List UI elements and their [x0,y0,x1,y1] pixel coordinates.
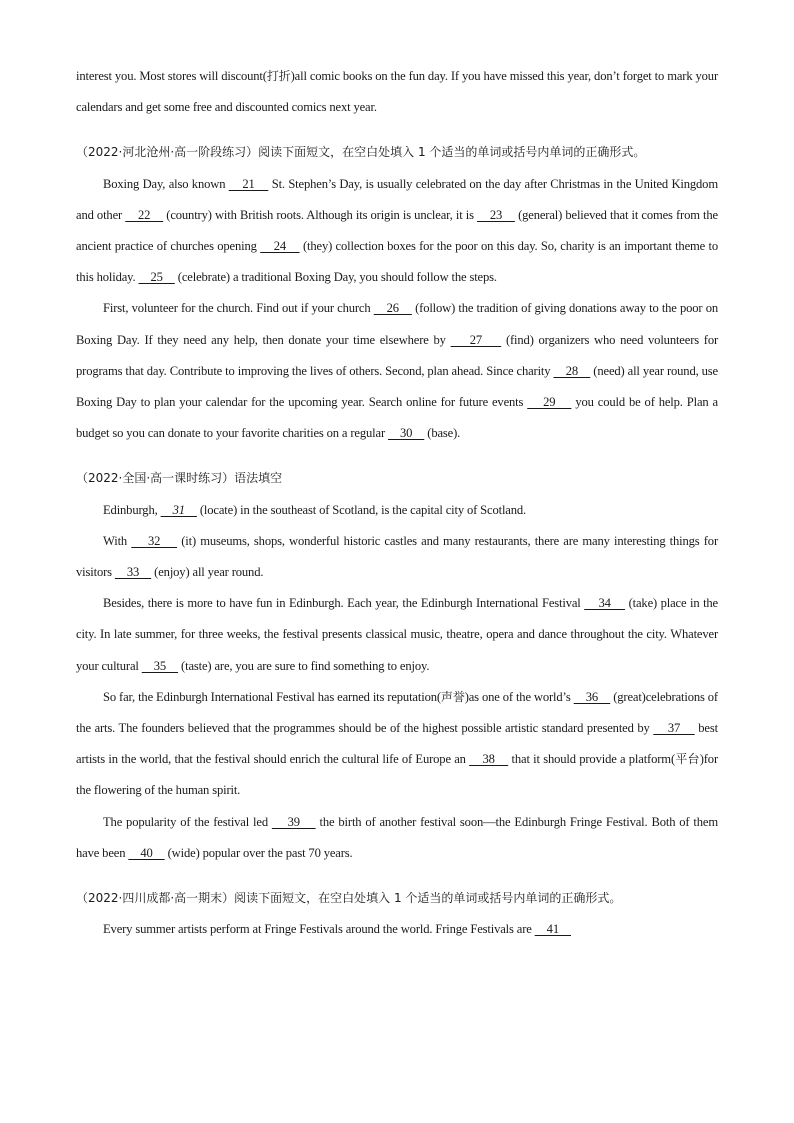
answer-blank: 26 [373,301,412,316]
answer-blank: 24 [260,239,300,254]
text-run: you could be of help. Plan a budget so you can donate to your favorite charities on a regular [76,395,718,441]
passage-paragraph [76,588,718,682]
answer-blank: 22 [125,207,164,222]
text-run: First, volunteer for the church. Find out if your church [103,301,374,316]
answer-blank: 38 [469,752,509,767]
text-run: (it) museums, shops, wonderful historic castles and many restaurants, there are many interesting things for visitors [76,533,718,580]
text-run: So far, the Edinburgh International Festival has earned its reputation( [103,689,441,704]
text-run: (base). [424,426,461,441]
passage-paragraph [76,495,718,526]
section-heading-2: （2022·全国·高一课时练习）语法填空 [76,471,283,486]
text-run: (wide) popular over the past 70 years. [164,845,353,860]
answer-blank: 39 [271,814,316,829]
text-run: (need) all year round, use Boxing Day to plan your calendar for the upcoming year. Search online for future events [76,363,718,410]
document-page [76,0,718,945]
text-run: With [103,533,132,548]
text-run: (country) with British roots. Although its origin is unclear, it is [163,207,478,222]
text-run: (take) place in the city. In late summer, for three weeks, the festival presents classical music, theatre, opera and dance throughout the city. Whatever your cultural [76,596,718,673]
passage-paragraph [76,807,718,869]
passage-paragraph [76,682,718,807]
section-heading-3: （2022·四川成都·高一期末）阅读下面短文，在空白处填入 1 个适当的单词或括号内单词的正确形式。 [76,891,622,906]
passage-paragraph [76,169,718,294]
answer-blank: 41 [534,922,571,937]
text-run: (taste) are, you are sure to find something to enjoy. [178,658,430,673]
chinese-gloss: 声誉 [440,689,465,704]
text-run: (locate) in the southeast of Scotland, is the capital city of Scotland. [196,502,527,517]
text-run: (general) believed that it comes from the ancient practice of churches opening [76,207,718,254]
chinese-gloss: 平台 [674,752,700,767]
text-run: (great)celebrations of the arts. The founders believed that the programmes should be of the highest possible artistic standard presented by [76,689,718,736]
passage-paragraph [76,526,718,588]
answer-blank: 32 [131,533,178,548]
text-run: (enjoy) all year round. [151,565,264,580]
answer-blank: 36 [573,689,611,704]
text-run: )all comic books on the fun day. If you have missed this year, don’t forget to mark your calendars and get some free and discounted comics next year. [76,69,719,115]
text-run: Every summer artists perform at Fringe Festivals around the world. Fringe Festivals are [103,922,535,937]
section-2-passage [76,495,718,869]
text-run: )as one of the world’s [464,689,574,704]
chinese-gloss: 打折 [266,69,291,83]
text-run: the birth of another festival soon—the Edinburgh Fringe Festival. Both of them have been [76,814,718,860]
section-3-passage [76,914,718,945]
text-run: Boxing Day, also known [103,176,229,191]
section-heading-1: （2022·河北沧州·高一阶段练习）阅读下面短文，在空白处填入 1 个适当的单词或括号内单词的正确形式。 [76,145,646,160]
answer-blank: 31 [160,502,197,517]
answer-blank: 25 [138,270,175,285]
answer-blank: 33 [114,565,152,580]
text-run: The popularity of the festival led [103,814,272,829]
text-run: St. Stephen’s Day, is usually celebrated on the day after Christmas in the United Kingdom and other [76,176,718,222]
text-run: interest you. Most stores will discount( [76,69,267,83]
text-run: )for the flowering of the human spirit. [76,752,718,798]
answer-blank: 40 [128,845,165,860]
answer-blank: 34 [584,596,626,611]
passage-paragraph [76,914,718,945]
text-run: (follow) the tradition of giving donations away to the poor on Boxing Day. If they need any help, then donate your time elsewhere by [76,301,718,347]
answer-blank: 35 [141,658,179,673]
text-run: (celebrate) a traditional Boxing Day, you should follow the steps. [174,270,497,285]
text-run: that it should provide a platform( [508,752,675,767]
text-run: best artists in the world, that the festival should enrich the cultural life of Europe an [76,721,718,767]
passage-paragraph [76,293,718,449]
answer-blank: 29 [527,395,572,410]
answer-blank: 23 [477,207,515,222]
text-run: (find) organizers who need volunteers for programs that day. Contribute to improving the lives of others. Second, plan ahead. Since charity [76,332,719,378]
answer-blank: 28 [553,363,591,378]
answer-blank: 30 [387,426,425,441]
section-1-passage [76,169,718,450]
answer-blank: 27 [450,332,502,347]
answer-blank: 37 [653,721,695,736]
text-run: Edinburgh, [103,502,161,517]
answer-blank: 21 [228,176,269,191]
text-run: Besides, there is more to have fun in Edinburgh. Each year, the Edinburgh International Festival [103,596,585,611]
previous-passage-tail [76,61,718,123]
text-run: (they) collection boxes for the poor on this day. So, charity is an important theme to this holiday. [76,239,718,285]
